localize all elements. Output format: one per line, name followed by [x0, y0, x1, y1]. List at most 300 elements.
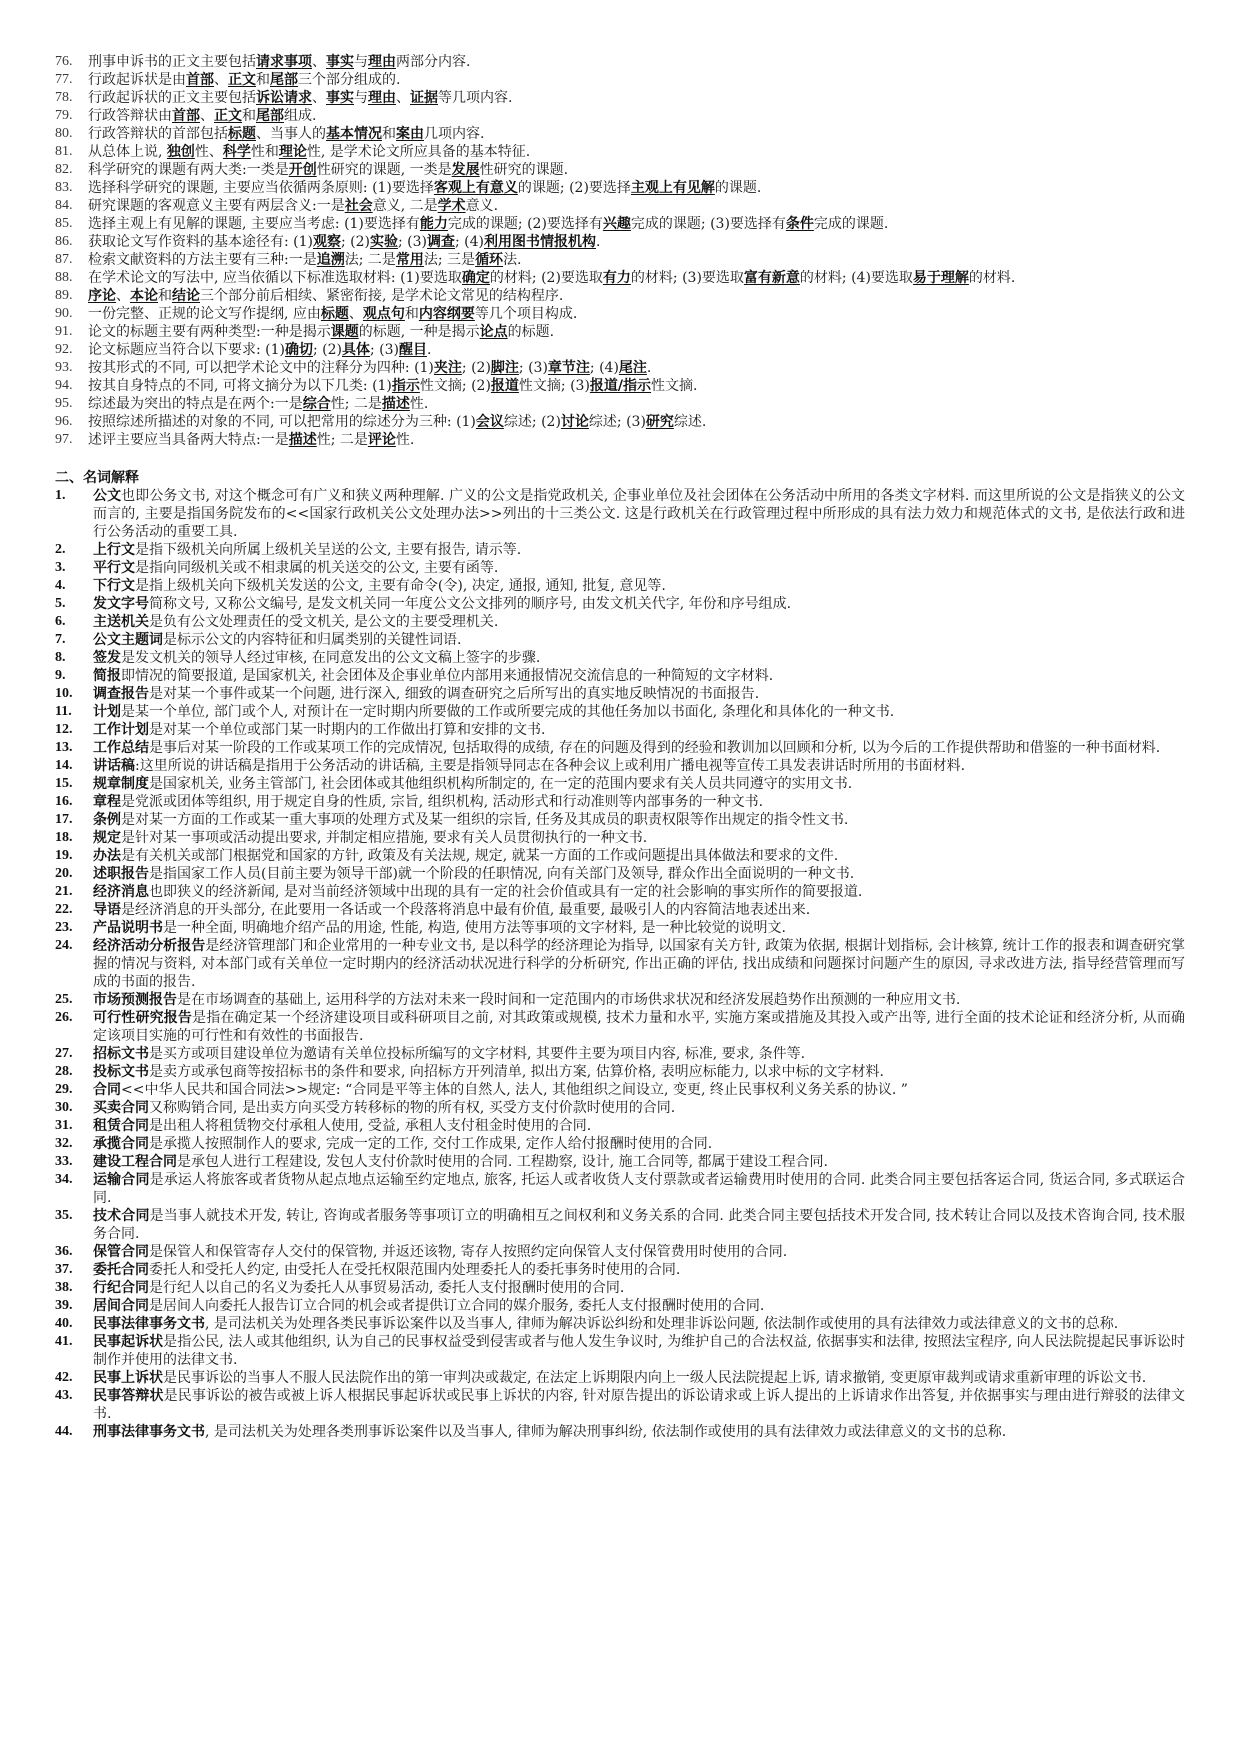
definition-item	[55, 667, 1185, 685]
item-number: 90.	[55, 306, 73, 321]
definition-item	[55, 1315, 1185, 1333]
definition-body	[93, 1171, 1185, 1207]
text-segment: 法; 三是	[423, 252, 476, 268]
item-number: 10.	[55, 686, 73, 701]
text-segment: 论文的标题主要有两种类型:一种是揭示	[88, 324, 331, 340]
definition-item	[55, 1135, 1185, 1153]
definition-text: :这里所说的讲话稿是指用于公务活动的讲话稿, 主要是指领导同志在各种会议上或利用广播电视等宣传工具发表讲话时所用的书面材料.	[135, 758, 966, 774]
item-number: 6.	[55, 614, 66, 629]
definition-text: 是在市场调查的基础上, 运用科学的方法对未来一段时间和一定范围内的市场供求状况和经济发展趋势作出预测的一种应用文书.	[177, 992, 961, 1008]
text-segment: 意义.	[465, 198, 499, 214]
answer-blank: 研究	[645, 414, 674, 430]
text-segment: 性.	[395, 432, 415, 448]
item-number: 79.	[55, 108, 73, 123]
item-text	[88, 161, 1185, 179]
definition-term: 工作总结	[93, 740, 149, 756]
definition-term: 行纪合同	[93, 1280, 149, 1296]
text-segment: 和	[256, 72, 270, 88]
item-number: 12.	[55, 722, 73, 737]
item-number: 86.	[55, 234, 73, 249]
definition-term: 可行性研究报告	[93, 1010, 193, 1026]
text-segment: 完成的课题.	[813, 216, 889, 232]
text-segment: ; (4)	[455, 234, 484, 250]
text-segment: 综述最为突出的特点是在两个:一是	[88, 396, 303, 412]
item-text	[88, 107, 1185, 125]
answer-blank: 常用	[395, 252, 424, 268]
text-segment: 、	[396, 90, 410, 106]
answer-blank: 标题	[320, 306, 349, 322]
definition-body	[93, 1045, 1185, 1063]
item-number: 93.	[55, 360, 73, 375]
answer-blank: 证据	[410, 90, 438, 106]
answer-blank: 报道	[490, 378, 519, 394]
text-segment: 从总体上说,	[88, 144, 167, 160]
definition-item	[55, 829, 1185, 847]
item-number: 87.	[55, 252, 73, 267]
text-segment: ; (2)	[461, 360, 491, 376]
definition-term: 投标文书	[93, 1064, 149, 1080]
definition-body	[93, 541, 1185, 559]
text-segment: 性; 二是	[330, 396, 382, 412]
answer-blank: 事实	[326, 90, 354, 106]
definition-term: 招标文书	[93, 1046, 149, 1062]
definition-item	[55, 775, 1185, 793]
definition-term: 发文字号	[93, 596, 149, 612]
answer-blank: 首部	[172, 108, 200, 124]
item-number: 27.	[55, 1046, 73, 1061]
fill-blank-item	[55, 305, 1185, 323]
item-number: 77.	[55, 72, 73, 87]
answer-blank: 本论	[130, 288, 158, 304]
answer-blank: 发展	[451, 162, 480, 178]
definition-text: 是指公民, 法人或其他组织, 认为自己的民事权益受到侵害或者与他人发生争议时, 为维护自己的合法权益, 依据事实和法律, 按照法宝程序, 向人民法院提起民事诉讼时制作并使用的法律文书.	[93, 1334, 1185, 1368]
definition-item	[55, 1099, 1185, 1117]
definition-body	[93, 1207, 1185, 1243]
definition-text: 也即公务文书, 对这个概念可有广义和狭义两种理解. 广义的公文是指党政机关, 企事业单位及社会团体在公务活动中所用的各类文字材料. 而这里所说的公文是指狭义的公文而言的, 主要是指国务院发布的<<国家行政机关公文处理办法>>列出的十三类公文. 这是行政机关在行政管理过程中所形成的具有法力效力和规范体式的文书, 是依法行政和进行公务活动的重要工具.	[93, 488, 1185, 540]
text-segment: ; (3)	[518, 360, 548, 376]
item-text	[88, 71, 1185, 89]
definition-body	[93, 613, 1185, 631]
text-segment: .	[646, 360, 652, 376]
item-text	[88, 89, 1185, 107]
item-number: 14.	[55, 758, 73, 773]
item-text	[88, 323, 1185, 341]
item-number: 34.	[55, 1172, 73, 1187]
definition-text: 是党派或团体等组织, 用于规定自身的性质, 宗旨, 组织机构, 活动形式和行动准则等内部事务的一种文书.	[121, 794, 764, 810]
answer-blank: 富有新意	[743, 270, 800, 286]
text-segment: 和	[382, 126, 396, 142]
answer-blank: 易于理解	[912, 270, 969, 286]
definition-item	[55, 577, 1185, 595]
item-text	[88, 251, 1185, 269]
answer-blank: 请求事项	[256, 54, 312, 70]
text-segment: 按其自身特点的不同, 可将文摘分为以下几类: (1)	[88, 378, 392, 394]
answer-blank: 课题	[330, 324, 359, 340]
item-number: 43.	[55, 1388, 73, 1403]
text-segment: 的课题; (2)要选择	[517, 180, 631, 196]
item-number: 17.	[55, 812, 73, 827]
fill-blank-item	[55, 215, 1185, 233]
text-segment: .	[596, 234, 601, 250]
text-segment: 与	[354, 54, 368, 70]
definition-text: 即情况的简要报道, 是国家机关, 社会团体及企事业单位内部用来通报情况交流信息的一种简短的文字材料.	[121, 668, 774, 684]
item-number: 4.	[55, 578, 66, 593]
definition-item	[55, 685, 1185, 703]
text-segment: 性, 是学术论文所应具备的基本特征.	[306, 144, 531, 160]
item-text	[88, 233, 1185, 251]
definition-text: 是某一个单位, 部门或个人, 对预计在一定时期内所要做的工作或所要完成的其他任务加以书面化, 条理化和具体化的一种文书.	[121, 704, 895, 720]
text-segment: 等几项内容.	[438, 90, 513, 106]
definition-body	[93, 1243, 1185, 1261]
item-number: 22.	[55, 902, 73, 917]
definition-term: 调查报告	[93, 686, 149, 702]
text-segment: 获取论文写作资料的基本途径有: (1)	[88, 234, 313, 250]
definition-text: 也即狭义的经济新闻, 是对当前经济领域中出现的具有一定的社会价值或具有一定的社会影响的事实所作的简要报道.	[149, 884, 863, 900]
text-segment: 、	[312, 90, 326, 106]
definition-body	[93, 1279, 1185, 1297]
definition-item	[55, 1333, 1185, 1369]
item-text	[88, 287, 1185, 305]
definition-item	[55, 487, 1185, 541]
definition-body	[93, 1009, 1185, 1045]
text-segment: 述评主要应当具备两大特点:一是	[88, 432, 289, 448]
fill-blank-item	[55, 143, 1185, 161]
definition-body	[93, 577, 1185, 595]
answer-blank: 报道/指示	[589, 378, 652, 394]
text-segment: 按其形式的不同, 可以把学术论文中的注释分为四种: (1)	[88, 360, 434, 376]
fill-blank-item	[55, 197, 1185, 215]
item-number: 94.	[55, 378, 73, 393]
definition-text: 是保管人和保管寄存人交付的保管物, 并返还该物, 寄存人按照约定向保管人支付保管费用时使用的合同.	[149, 1244, 788, 1260]
definition-item	[55, 847, 1185, 865]
item-number: 97.	[55, 432, 73, 447]
item-number: 20.	[55, 866, 73, 881]
answer-blank: 基本情况	[326, 126, 382, 142]
answer-blank: 论点	[479, 324, 508, 340]
definition-item	[55, 1045, 1185, 1063]
answer-blank: 诉讼请求	[256, 90, 312, 106]
answer-blank: 理论	[278, 144, 307, 160]
answer-blank: 利用图书情报机构	[484, 234, 596, 250]
fill-blank-item	[55, 161, 1185, 179]
text-segment: 的材料; (3)要选取	[630, 270, 744, 286]
definition-body	[93, 1387, 1185, 1423]
definition-text: 是承揽人按照制作人的要求, 完成一定的工作, 交付工作成果, 定作人给付报酬时使用的合同.	[149, 1136, 713, 1152]
fill-blank-item	[55, 179, 1185, 197]
definition-term: 合同	[93, 1082, 121, 1098]
definition-item	[55, 793, 1185, 811]
answer-blank: 评论	[367, 432, 396, 448]
answer-blank: 学术	[437, 198, 466, 214]
definition-body	[93, 991, 1185, 1009]
definition-term: 买卖合同	[93, 1100, 149, 1116]
item-text	[88, 125, 1185, 143]
definition-item	[55, 1207, 1185, 1243]
definition-text: 是指向同级机关或不相隶属的机关送交的公文, 主要有函等.	[135, 560, 499, 576]
answer-blank: 兴趣	[602, 216, 631, 232]
definition-term: 产品说明书	[93, 920, 163, 936]
item-number: 29.	[55, 1082, 73, 1097]
definition-term: 条例	[93, 812, 121, 828]
fill-blank-item	[55, 341, 1185, 359]
answer-blank: 追溯	[316, 252, 345, 268]
item-text	[88, 431, 1185, 449]
definition-text: , 是司法机关为处理各类刑事诉讼案件以及当事人, 律师为解决刑事纠纷, 依法制作或使用的具有法律效力或法律意义的文书的总称.	[205, 1424, 1007, 1440]
definition-item	[55, 937, 1185, 991]
item-number: 96.	[55, 414, 73, 429]
text-segment: 综述; (2)	[503, 414, 561, 430]
definition-text: 是行纪人以自己的名义为委托人从事贸易活动, 委托人支付报酬时使用的合同.	[149, 1280, 625, 1296]
item-number: 95.	[55, 396, 73, 411]
definition-item	[55, 1423, 1185, 1441]
definition-text: 是承运人将旅客或者货物从起点地点运输至约定地点, 旅客, 托运人或者收货人支付票款或者运输费用时使用的合同. 此类合同主要包括客运合同, 货运合同, 多式联运合同.	[93, 1172, 1186, 1206]
text-segment: 、	[348, 306, 363, 322]
answer-blank: 观点句	[362, 306, 405, 322]
definition-item	[55, 991, 1185, 1009]
fill-blank-list	[55, 53, 1185, 449]
definition-body	[93, 721, 1185, 739]
definition-term: 经济消息	[93, 884, 149, 900]
text-segment: 论文标题应当符合以下要求: (1)	[88, 342, 285, 358]
answer-blank: 描述	[288, 432, 317, 448]
fill-blank-item	[55, 269, 1185, 287]
definition-item	[55, 883, 1185, 901]
definition-text: <<中华人民共和国合同法>>规定: “合同是平等主体的自然人, 法人, 其他组织之间设立, 变更, 终止民事权利义务关系的协议. ”	[121, 1082, 908, 1098]
answer-blank: 结论	[172, 288, 200, 304]
text-segment: 三个部分前后相续、紧密衔接, 是学术论文常见的结构程序.	[200, 288, 564, 304]
definition-text: 委托人和受托人约定, 由受托人在受托权限范围内处理委托人的委托事务时使用的合同.	[149, 1262, 681, 1278]
item-number: 38.	[55, 1280, 73, 1295]
answer-blank: 确定	[461, 270, 490, 286]
definition-term: 公文	[93, 488, 122, 504]
definition-list	[55, 487, 1185, 1441]
answer-blank: 实验	[370, 234, 398, 250]
answer-blank: 序论	[88, 288, 116, 304]
definition-text: 又称购销合同, 是出卖方向买受方转移标的物的所有权, 买受方支付价款时使用的合同.	[149, 1100, 676, 1116]
definition-item	[55, 1063, 1185, 1081]
definition-term: 建设工程合同	[93, 1154, 177, 1170]
text-segment: 两部分内容.	[396, 54, 471, 70]
definition-term: 租赁合同	[93, 1118, 149, 1134]
definition-item	[55, 1369, 1185, 1387]
text-segment: 行政起诉状的正文主要包括	[88, 90, 256, 106]
definition-text: 是承包人进行工程建设, 发包人支付价款时使用的合同. 工程勘察, 设计, 施工合同等, 都属于建设工程合同.	[177, 1154, 828, 1170]
definition-term: 民事答辩状	[93, 1388, 164, 1404]
item-number: 91.	[55, 324, 73, 339]
definition-body	[93, 1297, 1185, 1315]
definition-item	[55, 919, 1185, 937]
text-segment: ; (3)	[398, 234, 427, 250]
text-segment: 性文摘; (2)	[419, 378, 491, 394]
definition-text: 是经济消息的开头部分, 在此要用一各话或一个段落将消息中最有价值, 最重要, 最吸引人的内容简洁地表述出来.	[121, 902, 811, 918]
item-number: 30.	[55, 1100, 73, 1115]
text-segment: 选择主观上有见解的课题, 主要应当考虑: (1)要选择有	[88, 216, 420, 232]
text-segment: 性、	[194, 144, 223, 160]
text-segment: ; (3)	[370, 342, 399, 358]
text-segment: 行政答辩状由	[88, 108, 172, 124]
item-number: 5.	[55, 596, 66, 611]
answer-blank: 内容纲要	[418, 306, 475, 322]
definition-term: 刑事法律事务文书	[93, 1424, 205, 1440]
definition-term: 计划	[93, 704, 121, 720]
definition-text: 是针对某一事项或活动提出要求, 并制定相应措施, 要求有关人员贯彻执行的一种文书.	[121, 830, 648, 846]
definition-item	[55, 631, 1185, 649]
definition-body	[93, 847, 1185, 865]
text-segment: 的标题.	[507, 324, 555, 340]
item-number: 82.	[55, 162, 73, 177]
text-segment: 检索文献资料的方法主要有三种:一是	[88, 252, 317, 268]
definition-term: 市场预测报告	[93, 992, 177, 1008]
definition-item	[55, 1261, 1185, 1279]
definition-item	[55, 559, 1185, 577]
text-segment: 完成的课题; (2)要选择有	[447, 216, 603, 232]
answer-blank: 观察	[313, 234, 341, 250]
answer-blank: 指示	[391, 378, 420, 394]
definition-term: 述职报告	[93, 866, 149, 882]
item-number: 23.	[55, 920, 73, 935]
answer-blank: 夹注	[433, 360, 462, 376]
definition-body	[93, 631, 1185, 649]
item-number: 80.	[55, 126, 73, 141]
definition-body	[93, 919, 1185, 937]
definition-text: 是出租人将租赁物交付承租人使用, 受益, 承租人支付租金时使用的合同.	[149, 1118, 592, 1134]
item-number: 28.	[55, 1064, 73, 1079]
answer-blank: 首部	[186, 72, 214, 88]
answer-blank: 科学	[222, 144, 251, 160]
text-segment: 综述; (3)	[588, 414, 646, 430]
definition-body	[93, 775, 1185, 793]
text-segment: 组成.	[284, 108, 317, 124]
text-segment: 、	[214, 72, 228, 88]
item-number: 41.	[55, 1334, 73, 1349]
fill-blank-item	[55, 287, 1185, 305]
answer-blank: 开创	[288, 162, 317, 178]
definition-item	[55, 541, 1185, 559]
definition-item	[55, 1387, 1185, 1423]
text-segment: 法.	[503, 252, 522, 268]
answer-blank: 独创	[166, 144, 195, 160]
definition-term: 讲话稿	[93, 758, 135, 774]
definition-text: 是国家机关, 业务主管部门, 社会团体或其他组织机构所制定的, 在一定的范围内要求有关人员共同遵守的实用文书.	[149, 776, 853, 792]
answer-blank: 条件	[785, 216, 814, 232]
definition-body	[93, 1333, 1185, 1369]
item-number: 16.	[55, 794, 73, 809]
definition-item	[55, 901, 1185, 919]
answer-blank: 标题	[228, 126, 256, 142]
answer-blank: 醒目	[399, 342, 427, 358]
item-number: 78.	[55, 90, 73, 105]
item-text	[88, 215, 1185, 233]
definition-term: 办法	[93, 848, 121, 864]
text-segment: 和	[242, 108, 256, 124]
answer-blank: 循环	[475, 252, 504, 268]
definition-body	[93, 937, 1185, 991]
text-segment: 选择科学研究的课题, 主要应当依循两条原则: (1)要选择	[88, 180, 434, 196]
item-number: 44.	[55, 1424, 73, 1439]
item-text	[88, 143, 1185, 161]
answer-blank: 社会	[344, 198, 373, 214]
fill-blank-item	[55, 71, 1185, 89]
answer-blank: 理由	[368, 54, 396, 70]
item-number: 89.	[55, 288, 73, 303]
answer-blank: 客观上有意义	[433, 180, 518, 196]
definition-item	[55, 1243, 1185, 1261]
definition-body	[93, 865, 1185, 883]
answer-blank: 综合	[302, 396, 331, 412]
text-segment: 的材料; (4)要选取	[799, 270, 913, 286]
text-segment: 三个部分组成的.	[298, 72, 401, 88]
definition-body	[93, 649, 1185, 667]
definition-text: , 是司法机关为处理各类民事诉讼案件以及当事人, 律师为解决诉讼纠纷和处理非诉讼问题, 依法制作或使用的具有法律效力或法律意义的文书的总称.	[205, 1316, 1119, 1332]
text-segment: 刑事申诉书的正文主要包括	[88, 54, 256, 70]
definition-text: 是标示公文的内容特征和归属类别的关键性词语.	[163, 632, 462, 648]
item-text	[88, 305, 1185, 323]
text-segment: 几项内容.	[424, 126, 485, 142]
definition-item	[55, 739, 1185, 757]
definition-item	[55, 1153, 1185, 1171]
fill-blank-item	[55, 89, 1185, 107]
definition-body	[93, 1423, 1185, 1441]
item-number: 9.	[55, 668, 66, 683]
definition-term: 民事起诉状	[93, 1334, 164, 1350]
item-number: 81.	[55, 144, 73, 159]
definition-item	[55, 1279, 1185, 1297]
fill-blank-item	[55, 323, 1185, 341]
definition-text: 是对某一个事件或某一个问题, 进行深入, 细致的调查研究之后所写出的真实地反映情况的书面报告.	[149, 686, 760, 702]
definition-text: 简称文号, 又称公文编号, 是发文机关同一年度公文公文排列的顺序号, 由发文机关代字, 年份和序号组成.	[149, 596, 792, 612]
fill-blank-item	[55, 125, 1185, 143]
definition-item	[55, 595, 1185, 613]
text-segment: 性和	[250, 144, 279, 160]
definition-body	[93, 703, 1185, 721]
text-segment: ; (4)	[589, 360, 619, 376]
definition-text: 是指国家工作人员(目前主要为领导干部)就一个阶段的任职情况, 向有关部门及领导, 群众作出全面说明的一种文书.	[149, 866, 855, 882]
definition-text: 是卖方或承包商等按招标书的条件和要求, 向招标方开列清单, 拟出方案, 估算价格, 表明应标能力, 以求中标的文字材料.	[149, 1064, 884, 1080]
item-text	[88, 179, 1185, 197]
answer-blank: 确切	[285, 342, 313, 358]
definition-term: 签发	[93, 650, 121, 666]
answer-blank: 理由	[368, 90, 396, 106]
text-segment: 意义, 二是	[372, 198, 438, 214]
fill-blank-item	[55, 107, 1185, 125]
item-number: 2.	[55, 542, 66, 557]
definition-body	[93, 1315, 1185, 1333]
text-segment: 和	[158, 288, 172, 304]
text-segment: 的标题, 一种是揭示	[358, 324, 480, 340]
definition-item	[55, 865, 1185, 883]
answer-blank: 会议	[475, 414, 504, 430]
item-number: 35.	[55, 1208, 73, 1223]
definition-text: 是对某一个单位或部门某一时期内的工作做出打算和安排的文书.	[149, 722, 546, 738]
definition-term: 主送机关	[93, 614, 149, 630]
item-number: 18.	[55, 830, 73, 845]
item-number: 39.	[55, 1298, 73, 1313]
item-text	[88, 377, 1185, 395]
definition-item	[55, 1009, 1185, 1045]
text-segment: 行政答辩状的首部包括	[88, 126, 228, 142]
text-segment: 、	[312, 54, 326, 70]
definition-text: 是民事诉讼的被告或被上诉人根据民事起诉状或民事上诉状的内容, 针对原告提出的诉讼请求或上诉人提出的上诉请求作出答复, 并依据事实与理由进行辩驳的法律文书.	[93, 1388, 1186, 1422]
fill-blank-item	[55, 377, 1185, 395]
definition-term: 简报	[93, 668, 121, 684]
item-number: 84.	[55, 198, 73, 213]
definition-body	[93, 901, 1185, 919]
answer-blank: 尾部	[270, 72, 298, 88]
text-segment: 一份完整、正规的论文写作提纲, 应由	[88, 306, 321, 322]
definition-text: 是民事诉讼的当事人不服人民法院作出的第一审判决或裁定, 在法定上诉期限内向上一级人民法院提起上诉, 请求撤销, 变更原审裁判或请求重新审理的诉讼文书.	[163, 1370, 1147, 1386]
definition-text: 是负有公文处理责任的受文机关, 是公文的主要受理机关.	[149, 614, 499, 630]
definition-body	[93, 757, 1185, 775]
